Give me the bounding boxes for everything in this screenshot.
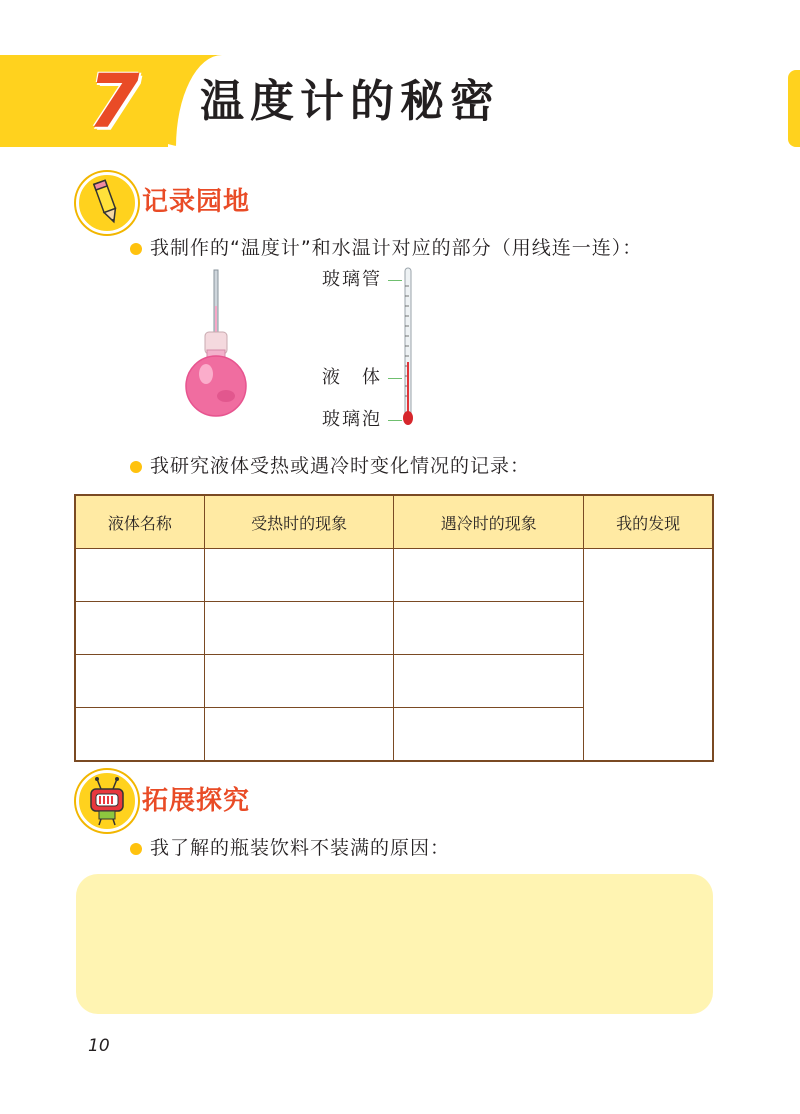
table-cell[interactable] [75,708,204,762]
page-number: 10 [88,1036,110,1056]
header-findings: 我的发现 [584,495,713,549]
answer-box[interactable] [76,874,713,1014]
pencil-icon-graphic [79,175,135,231]
pencil-icon [76,172,138,234]
record-table [74,494,714,762]
table-cell[interactable] [204,602,394,655]
table-cell[interactable] [204,549,394,602]
table-cell[interactable] [394,602,584,655]
bullet [130,843,142,855]
chapter-number: 7 [88,59,140,145]
header-heated: 受热时的现象 [204,495,394,549]
part-label-glass-bulb: 玻璃泡 [322,409,382,430]
table-cell[interactable] [75,602,204,655]
table-cell[interactable] [204,708,394,762]
instruction-connect: 我制作的“温度计”和水温计对应的部分（用线连一连）： [150,237,643,259]
extend-section-title: 拓展探究 [142,786,251,816]
robot-icon [76,770,138,832]
table-cell[interactable] [394,708,584,762]
record-section-title: 记录园地 [142,187,251,217]
instruction-bottle: 我了解的瓶装饮料不装满的原因： [150,837,451,859]
bullet [130,243,142,255]
header-cooled: 遇冷时的现象 [394,495,584,549]
table-cell[interactable] [75,655,204,708]
table-cell[interactable] [394,655,584,708]
table-cell[interactable] [394,549,584,602]
homemade-thermometer-image [178,266,258,426]
table-row [75,549,713,602]
header-liquid-name: 液体名称 [75,495,204,549]
water-thermometer-image [398,266,418,428]
robot-icon-graphic [79,773,135,829]
page-title: 温度计的秘密 [200,76,500,127]
bullet [130,461,142,473]
table-cell[interactable] [75,549,204,602]
findings-cell[interactable] [584,549,713,762]
instruction-record: 我研究液体受热或遇冷时变化情况的记录： [150,455,531,477]
table-cell[interactable] [204,655,394,708]
header-banner-right [788,70,800,147]
table-header-row [75,495,713,549]
part-label-liquid: 液 体 [322,367,382,388]
part-label-glass-tube: 玻璃管 [322,269,382,290]
